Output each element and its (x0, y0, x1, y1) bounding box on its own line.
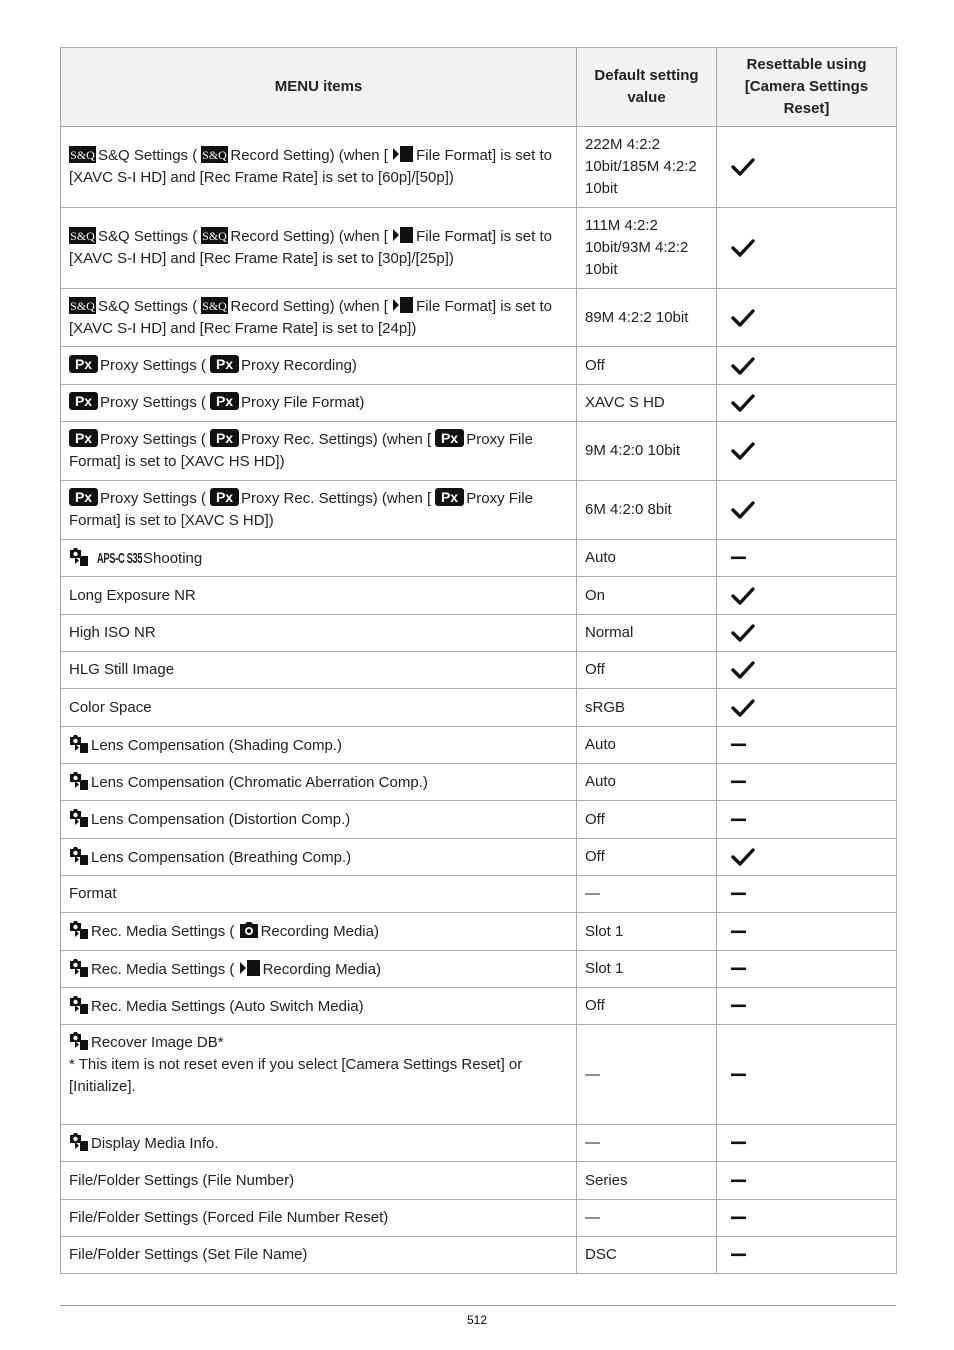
menu-item-text: Proxy Rec. Settings) (when [ (241, 490, 436, 507)
menu-item-text: S&Q Settings ( (98, 228, 202, 245)
default-value-cell: — (577, 876, 717, 913)
s-and-q-icon (201, 297, 228, 314)
checkmark-icon (731, 157, 888, 177)
default-value-cell: DSC (577, 1237, 717, 1274)
camera-icon (239, 921, 259, 939)
svg-text:Px: Px (215, 393, 234, 409)
resettable-cell (717, 988, 897, 1025)
checkmark-icon (731, 623, 888, 643)
checkmark-icon (731, 847, 888, 867)
menu-item-text: Color Space (69, 698, 152, 716)
menu-item-text: File Format] is set to [XAVC S-I HD] and [Rec Frame Rate] is set to [24p]) (69, 297, 552, 337)
proxy-icon (210, 488, 239, 506)
svg-text:S&Q: S&Q (202, 148, 228, 162)
menu-item-text: Proxy Settings ( (100, 356, 211, 374)
dash-icon (731, 930, 888, 934)
menu-item-text: File Format] is set to [XAVC S-I HD] and [Rec Frame Rate] is set to [60p]/[50p]) (69, 147, 552, 186)
menu-item-text: Recording Media) (262, 960, 381, 978)
menu-item-cell (61, 988, 577, 1025)
svg-text:S&Q: S&Q (70, 298, 95, 313)
menu-item-text: HLG Still Image (69, 661, 175, 678)
dash-icon (731, 1216, 888, 1220)
footer-divider (60, 1305, 896, 1306)
menu-item-cell (61, 127, 577, 208)
table-row (61, 615, 897, 652)
menu-item-cell (61, 347, 577, 385)
resettable-cell (717, 1025, 897, 1125)
default-value-cell: Normal (577, 615, 717, 652)
default-value-cell: 9M 4:2:0 10bit (577, 422, 717, 481)
dash-icon (731, 1141, 888, 1145)
aps-c-s35-icon (91, 548, 143, 570)
svg-text:Px: Px (441, 489, 459, 505)
menu-item-text: Proxy Settings ( (100, 394, 211, 411)
table-row (61, 481, 897, 540)
default-value-cell: 111M 4:2:2 10bit/93M 4:2:2 10bit (577, 208, 717, 289)
table-row (61, 1200, 897, 1237)
menu-item-text: Rec. Media Settings ( (91, 960, 239, 978)
table-body (61, 127, 897, 1274)
menu-item-text: Record Setting) (when [ (230, 297, 393, 315)
photo-movie-icon (69, 771, 89, 790)
default-value-cell: Off (577, 988, 717, 1025)
menu-item-text: Proxy Recording) (241, 356, 357, 374)
proxy-icon (210, 355, 239, 373)
photo-movie-icon (69, 734, 89, 753)
settings-table (60, 47, 897, 1274)
dash-icon (731, 743, 888, 747)
menu-item-cell (61, 1237, 577, 1274)
resettable-cell (717, 289, 897, 347)
menu-item-cell (61, 1025, 577, 1125)
resettable-cell (717, 1125, 897, 1162)
default-value-cell: XAVC S HD (577, 385, 717, 422)
menu-item-cell (61, 540, 577, 577)
menu-item-text: Proxy File Format] is set to [XAVC S HD]) (69, 490, 533, 529)
menu-item-cell (61, 839, 577, 876)
table-row (61, 988, 897, 1025)
resettable-cell (717, 481, 897, 540)
menu-item-cell (61, 652, 577, 689)
resettable-cell (717, 1237, 897, 1274)
dash-icon (731, 1253, 888, 1257)
checkmark-icon (731, 356, 888, 376)
menu-item-text: File/Folder Settings (Set File Name) (69, 1246, 308, 1263)
dash-icon (731, 780, 888, 784)
table-row (61, 208, 897, 289)
proxy-icon (435, 488, 464, 506)
menu-item-text: Lens Compensation (Breathing Comp.) (91, 848, 352, 866)
menu-item-cell (61, 951, 577, 988)
resettable-cell (717, 689, 897, 727)
table-row (61, 913, 897, 951)
photo-movie-icon (69, 920, 89, 939)
table-row (61, 764, 897, 801)
photo-movie-icon (69, 1132, 89, 1151)
default-value-cell: sRGB (577, 689, 717, 727)
resettable-cell (717, 1200, 897, 1237)
dash-icon (731, 556, 888, 560)
table-row (61, 577, 897, 615)
dash-icon (731, 1004, 888, 1008)
menu-item-text: Proxy Settings ( (100, 431, 211, 448)
menu-item-cell (61, 481, 577, 540)
menu-item-cell (61, 577, 577, 615)
resettable-cell (717, 801, 897, 839)
proxy-icon (210, 392, 239, 410)
default-value-cell: Off (577, 839, 717, 876)
default-value-cell: Off (577, 347, 717, 385)
table-row (61, 347, 897, 385)
table-row (61, 839, 897, 876)
resettable-cell (717, 951, 897, 988)
proxy-icon (69, 488, 98, 506)
default-value-cell: On (577, 577, 717, 615)
table-row (61, 689, 897, 727)
resettable-cell (717, 913, 897, 951)
resettable-cell (717, 839, 897, 876)
table-row (61, 652, 897, 689)
proxy-icon (210, 429, 239, 447)
menu-item-text: Long Exposure NR (69, 586, 196, 604)
default-value-cell: — (577, 1125, 717, 1162)
checkmark-icon (731, 308, 888, 328)
menu-item-cell (61, 913, 577, 951)
dash-icon (731, 1179, 888, 1183)
aps-c-s35-label: APS-C S35 (97, 549, 143, 567)
menu-item-cell (61, 208, 577, 289)
table-row (61, 1162, 897, 1200)
svg-text:S&Q: S&Q (202, 229, 228, 243)
movie-mode-icon (239, 959, 261, 977)
resettable-cell (717, 385, 897, 422)
s-and-q-icon (201, 146, 228, 163)
default-value-cell: Off (577, 801, 717, 839)
menu-item-cell (61, 615, 577, 652)
default-value-cell: Slot 1 (577, 913, 717, 951)
table-row (61, 385, 897, 422)
menu-item-cell (61, 385, 577, 422)
resettable-cell (717, 577, 897, 615)
resettable-cell (717, 540, 897, 577)
default-value-cell: 222M 4:2:2 10bit/185M 4:2:2 10bit (577, 127, 717, 208)
movie-mode-icon (392, 226, 414, 244)
photo-movie-icon (69, 1031, 89, 1050)
photo-movie-icon (69, 958, 89, 977)
default-value-cell: Auto (577, 727, 717, 764)
default-value-cell: — (577, 1200, 717, 1237)
menu-item-text: Proxy File Format) (241, 394, 365, 411)
dash-icon (731, 967, 888, 971)
resettable-cell (717, 876, 897, 913)
menu-item-cell (61, 727, 577, 764)
s-and-q-icon (69, 146, 96, 163)
checkmark-icon (731, 441, 888, 461)
menu-item-text: High ISO NR (69, 624, 156, 641)
table-row (61, 540, 897, 577)
dash-icon (731, 892, 888, 896)
table-row (61, 876, 897, 913)
svg-text:S&Q: S&Q (70, 148, 95, 162)
proxy-icon (69, 429, 98, 447)
default-value-cell: Slot 1 (577, 951, 717, 988)
resettable-cell (717, 208, 897, 289)
checkmark-icon (731, 586, 888, 606)
menu-item-text: Display Media Info. (91, 1134, 219, 1152)
menu-item-text: * This item is not reset even if you select [Camera Settings Reset] or [Initialize]. (69, 1056, 523, 1095)
menu-item-cell (61, 876, 577, 913)
s-and-q-icon (201, 227, 228, 244)
table-row (61, 289, 897, 347)
menu-item-cell (61, 422, 577, 481)
table-row (61, 422, 897, 481)
header-resettable: Resettable using [Camera Settings Reset] (717, 48, 897, 127)
proxy-icon (435, 429, 464, 447)
menu-item-text: Record Setting) (when [ (230, 147, 393, 164)
table-row (61, 951, 897, 988)
menu-item-text: Format (69, 885, 117, 902)
photo-movie-icon (69, 995, 89, 1014)
default-value-cell: Auto (577, 540, 717, 577)
table-row (61, 1125, 897, 1162)
default-value-cell: 89M 4:2:2 10bit (577, 289, 717, 347)
default-value-cell: 6M 4:2:0 8bit (577, 481, 717, 540)
default-value-cell: Series (577, 1162, 717, 1200)
svg-text:Px: Px (215, 489, 234, 505)
table-row (61, 1237, 897, 1274)
menu-item-cell (61, 764, 577, 801)
menu-item-text: Rec. Media Settings ( (91, 923, 239, 940)
resettable-cell (717, 652, 897, 689)
table-row (61, 801, 897, 839)
proxy-icon (69, 392, 98, 410)
photo-movie-icon (69, 846, 89, 865)
svg-text:S&Q: S&Q (202, 298, 228, 313)
menu-item-cell (61, 289, 577, 347)
menu-item-text: File Format] is set to [XAVC S-I HD] and [Rec Frame Rate] is set to [30p]/[25p]) (69, 228, 552, 267)
menu-item-cell (61, 689, 577, 727)
menu-item-text: Lens Compensation (Chromatic Aberration Comp.) (91, 773, 428, 791)
default-value-cell: — (577, 1025, 717, 1125)
resettable-cell (717, 347, 897, 385)
menu-item-text: Recording Media) (260, 923, 379, 940)
menu-item-cell (61, 1200, 577, 1237)
menu-item-text: Proxy Settings ( (100, 490, 211, 507)
menu-item-text: Proxy File Format] is set to [XAVC HS HD]) (69, 431, 533, 470)
menu-item-text: File/Folder Settings (File Number) (69, 1171, 295, 1189)
resettable-cell (717, 615, 897, 652)
checkmark-icon (731, 500, 888, 520)
proxy-icon (69, 355, 98, 373)
menu-item-text: Lens Compensation (Shading Comp.) (91, 736, 342, 754)
menu-item-text: Rec. Media Settings (Auto Switch Media) (91, 997, 364, 1015)
menu-item-text: Recover Image DB* (91, 1034, 224, 1051)
menu-item-text: Lens Compensation (Distortion Comp.) (91, 811, 351, 828)
checkmark-icon (731, 238, 888, 258)
dash-icon (731, 1073, 888, 1077)
default-value-cell: Auto (577, 764, 717, 801)
photo-movie-icon (69, 808, 89, 827)
header-default-value: Default setting value (577, 48, 717, 127)
page-number: 512 (466, 1313, 488, 1327)
resettable-cell (717, 127, 897, 208)
s-and-q-icon (69, 227, 96, 244)
svg-text:Px: Px (74, 393, 93, 409)
svg-text:Px: Px (215, 355, 234, 372)
dash-icon (731, 818, 888, 822)
s-and-q-icon (69, 297, 96, 314)
default-value-cell: Off (577, 652, 717, 689)
checkmark-icon (731, 698, 888, 718)
menu-item-text: File/Folder Settings (Forced File Number Reset) (69, 1209, 389, 1226)
resettable-cell (717, 727, 897, 764)
checkmark-icon (731, 393, 888, 413)
resettable-cell (717, 764, 897, 801)
resettable-cell (717, 1162, 897, 1200)
menu-item-text: Proxy Rec. Settings) (when [ (241, 431, 436, 448)
svg-text:Px: Px (74, 489, 93, 505)
svg-text:Px: Px (215, 430, 234, 446)
movie-mode-icon (392, 296, 414, 314)
menu-item-text: Shooting (143, 549, 203, 567)
menu-item-text: Record Setting) (when [ (230, 228, 393, 245)
menu-item-cell (61, 1162, 577, 1200)
menu-item-text: S&Q Settings ( (98, 297, 202, 315)
header-menu-items: MENU items (61, 48, 577, 127)
menu-item-cell (61, 1125, 577, 1162)
movie-mode-icon (392, 145, 414, 163)
svg-text:Px: Px (441, 430, 459, 446)
checkmark-icon (731, 660, 888, 680)
table-header-row (61, 48, 897, 127)
table-row (61, 1025, 897, 1125)
table-row (61, 127, 897, 208)
svg-text:S&Q: S&Q (70, 229, 95, 243)
svg-text:Px: Px (74, 430, 93, 446)
menu-item-cell (61, 801, 577, 839)
svg-text:Px: Px (74, 355, 93, 372)
photo-movie-icon (69, 547, 89, 566)
menu-item-text: S&Q Settings ( (98, 147, 202, 164)
resettable-cell (717, 422, 897, 481)
table-row (61, 727, 897, 764)
